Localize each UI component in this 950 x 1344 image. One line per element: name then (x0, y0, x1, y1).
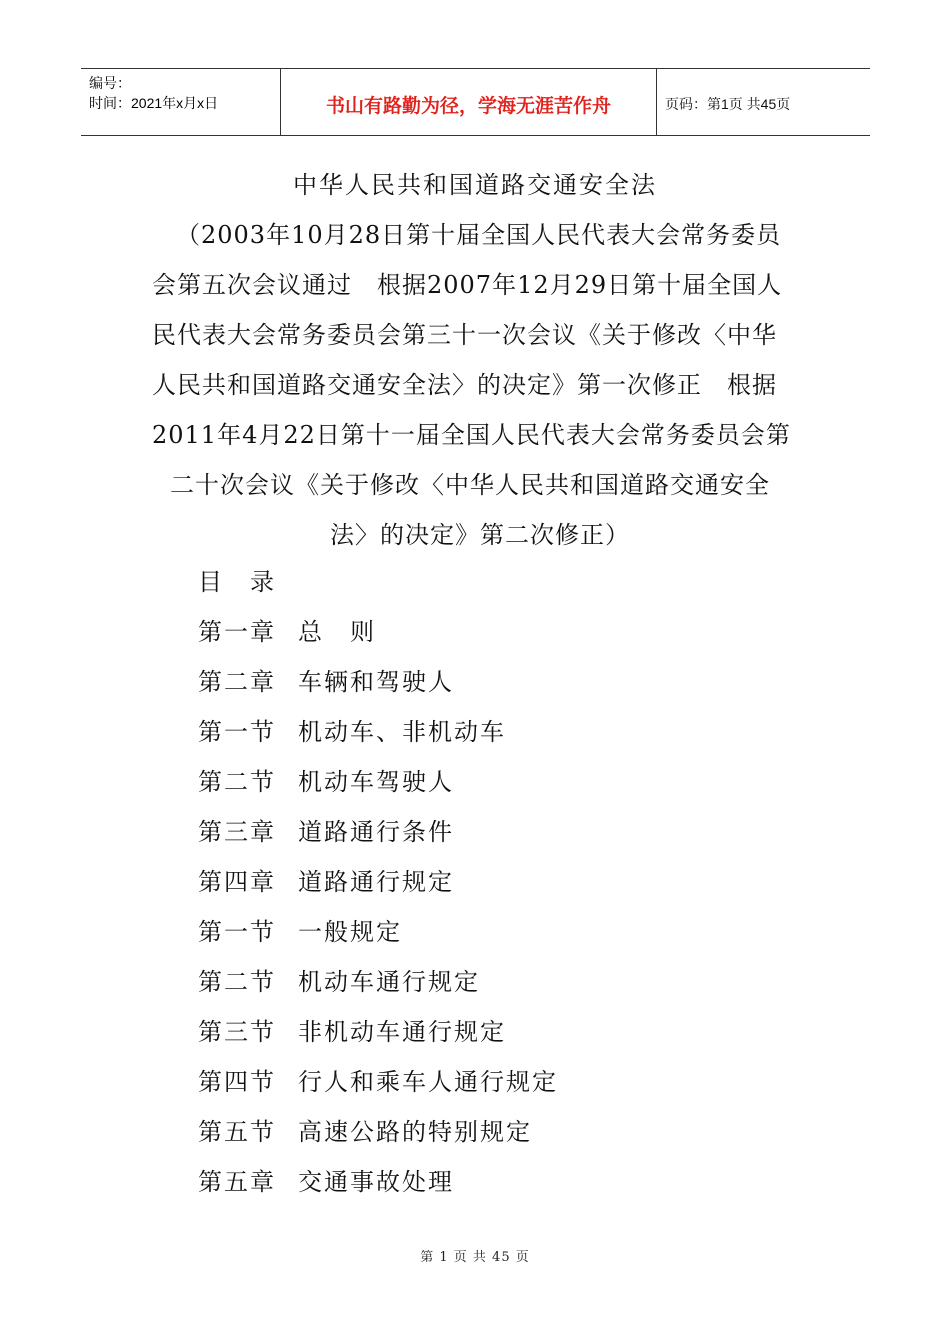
toc-entry-number: 第三节 (198, 1018, 276, 1046)
toc-entry-number: 第一节 (198, 918, 276, 946)
toc-entry-name: 机动车通行规定 (298, 968, 480, 996)
toc-entry-name: 一般规定 (298, 918, 402, 946)
preamble-line: （2003年10月28日第十届全国人民代表大会常务委员 (176, 221, 782, 249)
toc-entry-number: 第四节 (198, 1068, 276, 1096)
header-page-number: 页码：第1页 共45页 (665, 96, 791, 112)
header-info-cell (81, 69, 281, 135)
toc-entry-number: 第二章 (198, 668, 276, 696)
preamble-line: 2011年4月22日第十一届全国人民代表大会常务委员会第 (152, 421, 791, 449)
preamble-line: 民代表大会常务委员会第三十一次会议《关于修改〈中华 (152, 321, 777, 349)
toc-entry-name: 非机动车通行规定 (298, 1018, 506, 1046)
page-footer: 第 1 页 共 45 页 (420, 1250, 530, 1265)
toc-entry-number: 第一章 (198, 618, 276, 646)
header-page-cell (657, 69, 870, 135)
header-motto-cell (281, 69, 657, 135)
toc-entry-name: 道路通行规定 (298, 868, 454, 896)
page-header (81, 68, 870, 136)
toc-entry-number: 第五章 (198, 1168, 276, 1196)
motto-text: 书山有路勤为径，学海无涯苦作舟 (325, 95, 611, 117)
toc-entry-name: 机动车、非机动车 (298, 718, 506, 746)
preamble-line: 会第五次会议通过 根据2007年12月29日第十届全国人 (152, 271, 783, 299)
toc-entry-number: 第四章 (198, 868, 276, 896)
toc-entry-name: 总 则 (298, 618, 376, 646)
toc-entry-name: 交通事故处理 (298, 1168, 454, 1196)
toc-entry-name: 车辆和驾驶人 (298, 668, 454, 696)
toc-entry-number: 第一节 (198, 718, 276, 746)
serial-number-label: 编号： (89, 75, 131, 91)
toc-entry-name: 行人和乘车人通行规定 (298, 1068, 558, 1096)
toc-entry-name: 道路通行条件 (298, 818, 454, 846)
toc-entry-number: 第二节 (198, 768, 276, 796)
preamble-line: 二十次会议《关于修改〈中华人民共和国道路交通安全 (170, 471, 770, 499)
toc-entry-name: 高速公路的特别规定 (298, 1118, 532, 1146)
toc-entry-name: 机动车驾驶人 (298, 768, 454, 796)
preamble-line: 法〉的决定》第二次修正） (330, 521, 630, 549)
document-title: 中华人民共和国道路交通安全法 (293, 171, 657, 199)
time-label: 时间：2021年x月x日 (89, 95, 219, 111)
toc-entry-number: 第五节 (198, 1118, 276, 1146)
toc-entry-number: 第二节 (198, 968, 276, 996)
toc-heading: 目 录 (198, 568, 276, 596)
preamble-line: 人民共和国道路交通安全法〉的决定》第一次修正 根据 (152, 371, 777, 399)
toc-entry-number: 第三章 (198, 818, 276, 846)
